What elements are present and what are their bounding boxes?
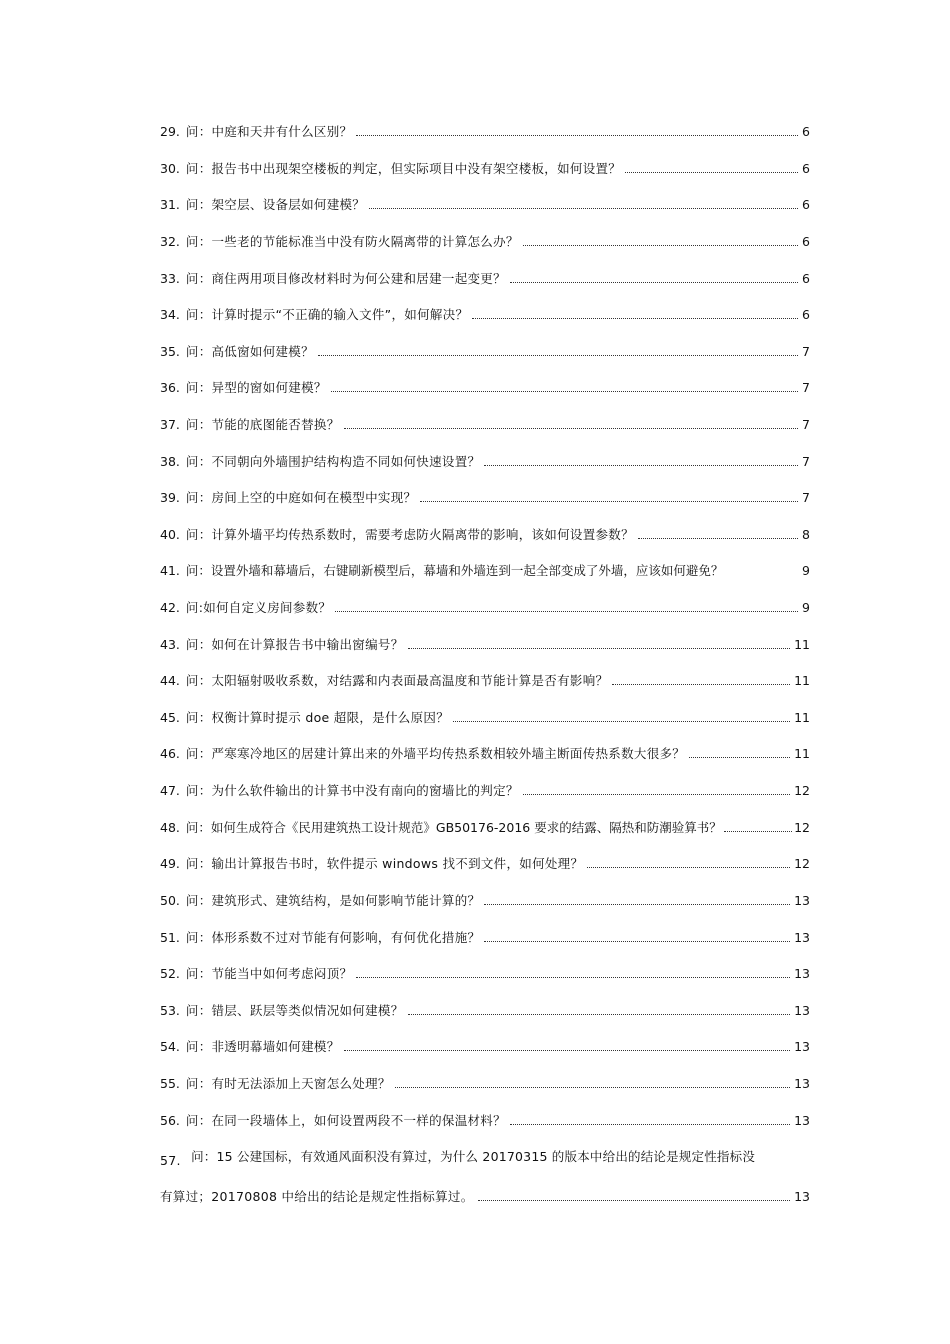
dot-leader [484, 903, 790, 905]
toc-entry-title: 问：计算时提示“不正确的输入文件”，如何解决？ [185, 307, 469, 322]
toc-entry-page: 13 [794, 1076, 810, 1091]
toc-entry-title: 问：非透明幕墙如何建模？ [185, 1039, 340, 1054]
toc-entry-title: 问：权衡计算时提示 doe 超限，是什么原因？ [185, 710, 450, 725]
toc-entry-number: 45. [160, 710, 180, 725]
toc-entry-46[interactable] [160, 746, 810, 762]
toc-entry-number: 50. [160, 893, 180, 908]
toc-entry-page: 7 [802, 454, 810, 469]
toc-entry-number: 32. [160, 234, 180, 249]
dot-leader [420, 500, 798, 502]
toc-entry-38[interactable] [160, 454, 810, 470]
toc-entry-number: 49. [160, 856, 180, 871]
toc-entry-page: 11 [794, 746, 810, 761]
toc-entry-page: 9 [802, 563, 810, 578]
dot-leader [724, 830, 792, 832]
dot-leader [523, 244, 798, 246]
dot-leader [484, 940, 790, 942]
toc-entry-number: 48. [160, 820, 180, 835]
toc-entry-number: 31. [160, 197, 180, 212]
toc-entry-number: 33. [160, 271, 180, 286]
toc-entry-title: 问：报告书中出现架空楼板的判定，但实际项目中没有架空楼板，如何设置？ [185, 161, 622, 176]
dot-leader [612, 683, 790, 685]
toc-entry-page: 6 [802, 124, 810, 139]
toc-entry-number: 34. [160, 307, 180, 322]
toc-entry-number: 40. [160, 527, 180, 542]
toc-entry-page: 12 [794, 783, 810, 798]
toc-entry-55[interactable] [160, 1076, 810, 1092]
dot-leader [689, 756, 790, 758]
toc-entry-page: 6 [802, 197, 810, 212]
toc-entry-title: 问：中庭和天井有什么区别？ [185, 124, 353, 139]
toc-entry-title: 问：15 公建国标，有效通风面积没有算过，为什么 20170315 的版本中给出的结论是规定性指标没 [191, 1149, 756, 1164]
dot-leader [510, 1123, 790, 1125]
toc-entry-title: 问：架空层、设备层如何建模？ [185, 197, 366, 212]
dot-leader [335, 610, 798, 612]
toc-entry-page: 11 [794, 710, 810, 725]
toc-entry-number: 29. [160, 124, 180, 139]
toc-entry-page: 7 [802, 490, 810, 505]
dot-leader [625, 171, 798, 173]
toc-entry-number: 56. [160, 1113, 180, 1128]
toc-entry-42[interactable] [160, 600, 810, 616]
toc-entry-number: 47. [160, 783, 180, 798]
toc-entry-page: 7 [802, 344, 810, 359]
toc-entry-36[interactable] [160, 380, 810, 396]
toc-entry-title: 问：房间上空的中庭如何在模型中实现？ [185, 490, 417, 505]
toc-entry-title: 问：不同朝向外墙围护结构构造不同如何快速设置？ [185, 454, 481, 469]
toc-entry-title: 问：如何在计算报告书中输出窗编号？ [185, 637, 404, 652]
toc-entry-title: 问：建筑形式、建筑结构，是如何影响节能计算的？ [185, 893, 481, 908]
toc-entry-number: 51. [160, 930, 180, 945]
dot-leader [587, 866, 790, 868]
toc-entry-second-line [160, 1189, 810, 1205]
toc-entry-number: 52. [160, 966, 180, 981]
toc-entry-page: 13 [794, 1189, 810, 1204]
toc-entry-page: 9 [802, 600, 810, 615]
dot-leader [331, 390, 798, 392]
toc-entry-32[interactable] [160, 234, 810, 250]
toc-entry-page: 12 [794, 820, 810, 835]
toc-entry-page: 13 [794, 966, 810, 981]
dot-leader [408, 647, 791, 649]
toc-entry-page: 6 [802, 234, 810, 249]
toc-entry-50[interactable] [160, 893, 810, 909]
toc-entry-title: 问：节能当中如何考虑闷顶？ [185, 966, 353, 981]
toc-entry-43[interactable] [160, 637, 810, 653]
dot-leader [453, 720, 790, 722]
toc-entry-39[interactable] [160, 490, 810, 506]
toc-entry-title: 问：有时无法添加上天窗怎么处理？ [185, 1076, 391, 1091]
dot-leader [344, 1049, 791, 1051]
toc-entry-page: 12 [794, 856, 810, 871]
dot-leader [510, 281, 798, 283]
toc-entry-number: 53. [160, 1003, 180, 1018]
toc-entry-title: 问：为什么软件输出的计算书中没有南向的窗墙比的判定？ [185, 783, 519, 798]
toc-entry-page: 6 [802, 307, 810, 322]
toc-entry-40[interactable] [160, 527, 810, 543]
toc-entry-number: 36. [160, 380, 180, 395]
toc-entry-title: 问：节能的底图能否替换？ [185, 417, 340, 432]
toc-entry-34[interactable] [160, 307, 810, 323]
toc-entry-title: 问:如何自定义房间参数？ [185, 600, 332, 615]
toc-entry-title: 问：错层、跃层等类似情况如何建模？ [185, 1003, 404, 1018]
toc-entry-44[interactable] [160, 673, 810, 689]
toc-entry-45[interactable] [160, 710, 810, 726]
dot-leader [472, 317, 798, 319]
toc-entry-title: 问：体形系数不过对节能有何影响，有何优化措施？ [185, 930, 481, 945]
toc-entry-31[interactable] [160, 197, 810, 213]
toc-entry-page: 6 [802, 161, 810, 176]
toc-entry-57[interactable] [160, 1149, 810, 1205]
toc-entry-page: 13 [794, 1113, 810, 1128]
toc-entry-title: 问：一些老的节能标准当中没有防火隔离带的计算怎么办？ [185, 234, 519, 249]
toc-entry-number: 43. [160, 637, 180, 652]
toc-entry-49[interactable] [160, 856, 810, 872]
toc-entry-number: 37. [160, 417, 180, 432]
toc-entry-page: 13 [794, 893, 810, 908]
toc-entry-number: 35. [160, 344, 180, 359]
toc-entry-number: 39. [160, 490, 180, 505]
toc-entry-first-line [160, 1149, 810, 1169]
toc-entry-title: 问：高低窗如何建模？ [185, 344, 314, 359]
toc-entry-33[interactable] [160, 271, 810, 287]
toc-entry-30[interactable] [160, 161, 810, 177]
toc-entry-page: 8 [802, 527, 810, 542]
toc-entry-54[interactable] [160, 1039, 810, 1055]
toc-entry-title-continued: 有算过；20170808 中给出的结论是规定性指标算过。 [160, 1189, 474, 1204]
dot-leader [395, 1086, 790, 1088]
dot-leader [638, 537, 798, 539]
toc-entry-number: 55. [160, 1076, 180, 1091]
toc-entry-number: 38. [160, 454, 180, 469]
toc-entry-page: 13 [794, 930, 810, 945]
toc-entry-page: 7 [802, 417, 810, 432]
toc-entry-52[interactable] [160, 966, 810, 982]
toc-entry-number: 46. [160, 746, 180, 761]
dot-leader [408, 1013, 791, 1015]
toc-entry-title: 问：在同一段墙体上，如何设置两段不一样的保温材料？ [185, 1113, 506, 1128]
toc-entry-29[interactable] [160, 124, 810, 140]
dot-leader [484, 464, 798, 466]
toc-entry-page: 11 [794, 637, 810, 652]
toc-entry-page: 11 [794, 673, 810, 688]
toc-entry-title: 问：如何生成符合《民用建筑热工设计规范》GB50176-2016 要求的结露、隔热和防潮验算书？ [185, 820, 722, 835]
toc-entry-number: 57. [160, 1153, 181, 1168]
dot-leader [356, 976, 790, 978]
toc-entry-number: 30. [160, 161, 180, 176]
toc-entry-47[interactable] [160, 783, 810, 799]
toc-entry-56[interactable] [160, 1113, 810, 1129]
toc-entry-title: 问：计算外墙平均传热系数时，需要考虑防火隔离带的影响，该如何设置参数？ [185, 527, 634, 542]
toc-entry-35[interactable] [160, 344, 810, 360]
toc-entry-title: 问：太阳辐射吸收系数，对结露和内表面最高温度和节能计算是否有影响？ [185, 673, 609, 688]
dot-leader [344, 427, 799, 429]
toc-entry-title: 问：设置外墙和幕墙后，右键刷新模型后，幕墙和外墙连到一起全部变成了外墙，应该如何避免？ [185, 563, 724, 578]
toc-entry-title: 问：输出计算报告书时，软件提示 windows 找不到文件，如何处理？ [185, 856, 584, 871]
toc-entry-title: 问：严寒寒冷地区的居建计算出来的外墙平均传热系数相较外墙主断面传热系数大很多？ [185, 746, 686, 761]
toc-entry-page: 7 [802, 380, 810, 395]
dot-leader [478, 1199, 791, 1201]
toc-entry-number: 54. [160, 1039, 180, 1054]
toc-entry-53[interactable] [160, 1003, 810, 1019]
toc-entry-title: 问：商住两用项目修改材料时为何公建和居建一起变更？ [185, 271, 506, 286]
toc-entry-page: 13 [794, 1039, 810, 1054]
toc-entry-41[interactable] [160, 563, 810, 579]
toc-entry-page: 6 [802, 271, 810, 286]
dot-leader [369, 207, 798, 209]
dot-leader [356, 134, 798, 136]
toc-entry-number: 41. [160, 563, 180, 578]
toc-entry-number: 44. [160, 673, 180, 688]
toc-entry-title: 问：异型的窗如何建模？ [185, 380, 327, 395]
dot-leader [724, 578, 801, 579]
dot-leader [523, 793, 790, 795]
toc-entry-number: 42. [160, 600, 180, 615]
toc-entry-51[interactable] [160, 930, 810, 946]
toc-entry-37[interactable] [160, 417, 810, 433]
dot-leader [318, 354, 798, 356]
toc-entry-48[interactable] [160, 820, 810, 836]
toc-entry-page: 13 [794, 1003, 810, 1018]
